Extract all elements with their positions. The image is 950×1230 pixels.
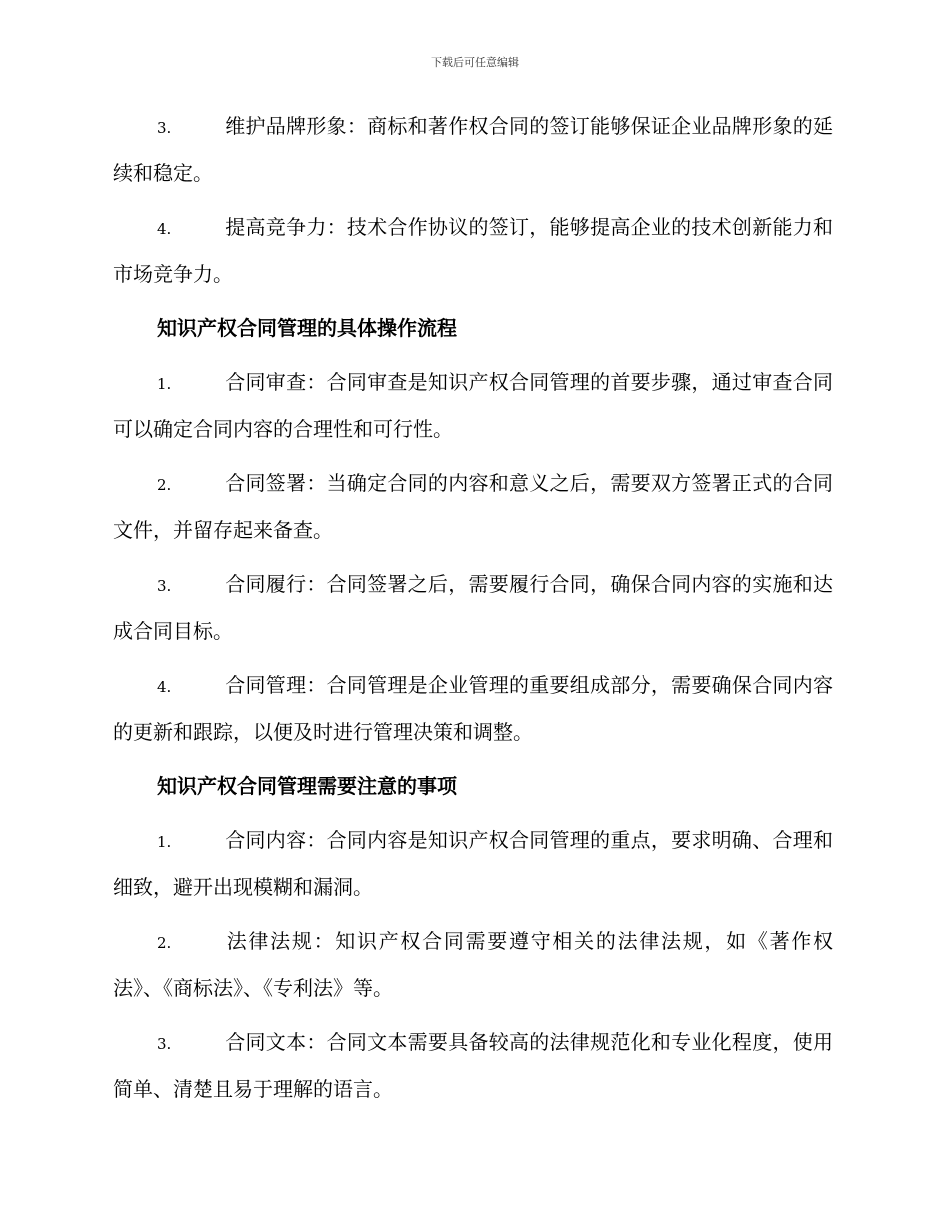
list-text: 法律法规：知识产权合同需要遵守相关的法律法规，如《著作权法》、《商标法》、《专利法》等。: [113, 929, 833, 1000]
list-number: 1.: [157, 833, 172, 851]
list-number: 4.: [157, 678, 172, 696]
list-item: [113, 1020, 833, 1112]
list-number: 2.: [157, 934, 172, 952]
list-text: 合同内容：合同内容是知识产权合同管理的重点，要求明确、合理和细致，避开出现模糊和漏洞。: [113, 828, 833, 899]
section-heading-process: 知识产权合同管理的具体操作流程: [157, 316, 457, 340]
section-heading-notes: 知识产权合同管理需要注意的事项: [157, 774, 457, 798]
list-text: 合同审查：合同审查是知识产权合同管理的首要步骤，通过审查合同可以确定合同内容的合理性和可行性。: [113, 370, 833, 441]
list-number: 1.: [157, 375, 172, 393]
list-text: 合同管理：合同管理是企业管理的重要组成部分，需要确保合同内容的更新和跟踪，以便及时进行管理决策和调整。: [113, 673, 833, 744]
list-number: 4.: [157, 220, 172, 238]
list-text: 维护品牌形象：商标和著作权合同的签订能够保证企业品牌形象的延续和稳定。: [113, 114, 833, 185]
list-number: 3.: [157, 577, 172, 595]
list-item: [113, 663, 833, 755]
list-number: 2.: [157, 476, 172, 494]
list-item: [113, 104, 833, 196]
list-number: 3.: [157, 119, 172, 137]
list-item: [113, 919, 833, 1011]
list-text: 合同签署：当确定合同的内容和意义之后，需要双方签署正式的合同文件，并留存起来备查。: [113, 471, 833, 542]
list-text: 合同履行：合同签署之后，需要履行合同，确保合同内容的实施和达成合同目标。: [113, 572, 833, 643]
list-item: [113, 562, 833, 654]
list-number: 3.: [157, 1035, 172, 1053]
list-text: 提高竞争力：技术合作协议的签订，能够提高企业的技术创新能力和市场竞争力。: [113, 215, 833, 286]
list-item: [113, 461, 833, 553]
list-item: [113, 360, 833, 452]
list-item: [113, 818, 833, 910]
page-header: 下载后可任意编辑: [431, 56, 519, 69]
list-item: [113, 205, 833, 297]
document-body: [113, 104, 833, 1121]
list-text: 合同文本：合同文本需要具备较高的法律规范化和专业化程度，使用简单、清楚且易于理解的语言。: [113, 1030, 833, 1101]
